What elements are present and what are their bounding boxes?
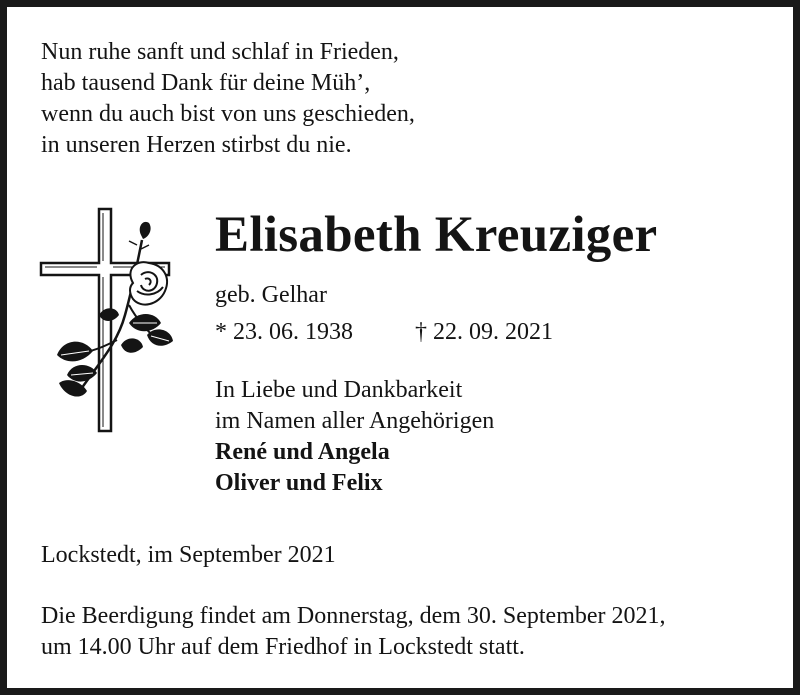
cross-with-rose-icon <box>37 205 177 437</box>
mourners-line: im Namen aller Angehörigen <box>215 408 495 434</box>
mourner-names: René und Angela <box>215 439 390 465</box>
birth-date: * 23. 06. 1938 <box>215 319 353 345</box>
maiden-name: geb. Gelhar <box>215 282 327 308</box>
poem-line: in unseren Herzen stirbst du nie. <box>41 132 352 158</box>
poem-line: wenn du auch bist von uns geschieden, <box>41 101 415 127</box>
death-date: † 22. 09. 2021 <box>415 319 553 345</box>
funeral-line: Die Beerdigung findet am Donnerstag, dem 30. September 2021, <box>41 603 666 629</box>
mourners-line: In Liebe und Dankbarkeit <box>215 377 463 403</box>
place-date: Lockstedt, im September 2021 <box>41 542 336 568</box>
memorial-poem <box>41 37 415 161</box>
deceased-name: Elisabeth Kreuziger <box>215 207 658 263</box>
funeral-notice <box>41 601 666 663</box>
mourners-block <box>215 375 494 499</box>
funeral-line: um 14.00 Uhr auf dem Friedhof in Lockstedt statt. <box>41 634 525 660</box>
life-dates <box>215 317 553 347</box>
poem-line: hab tausend Dank für deine Müh’, <box>41 70 371 96</box>
poem-line: Nun ruhe sanft und schlaf in Frieden, <box>41 39 399 65</box>
mourner-names: Oliver und Felix <box>215 470 383 496</box>
